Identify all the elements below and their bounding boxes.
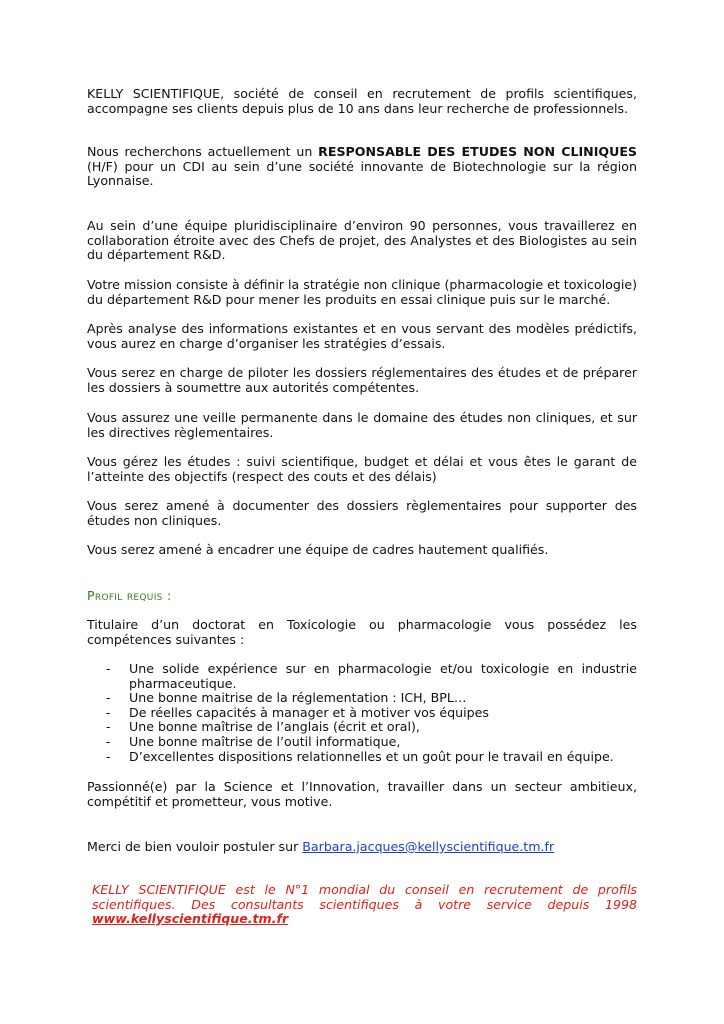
position-title: RESPONSABLE DES ETUDES NON CLINIQUES bbox=[318, 144, 638, 159]
list-item bbox=[87, 735, 637, 750]
list-dash: - bbox=[106, 733, 111, 749]
requirements-list bbox=[87, 662, 637, 764]
apply-text: Merci de bien vouloir postuler sur bbox=[87, 839, 303, 854]
profile-heading: Profil requis : bbox=[87, 588, 172, 603]
list-dash: - bbox=[106, 719, 111, 735]
footer-line-2: scientifiques. Des consultants scientifiques à votre service depuis 1998 bbox=[92, 896, 637, 912]
list-item-text: De réelles capacités à manager et à motiver vos équipes bbox=[129, 704, 489, 720]
list-item-text: Une solide expérience sur en pharmacologie et/ou toxicologie en industrie pharmaceutique. bbox=[129, 661, 637, 691]
management-paragraph: Vous gérez les études : suivi scientifique, budget et délai et vous êtes le garant de l’atteinte des objectifs (respect des couts et des délais) bbox=[87, 454, 637, 484]
list-dash: - bbox=[106, 690, 111, 706]
mission-paragraph: Votre mission consiste à définir la stratégie non clinique (pharmacologie et toxicologie) du département R&D pour mener les produits en essai clinique puis sur le marché. bbox=[87, 277, 637, 307]
list-item-text: D’excellentes dispositions relationnelles et un goût pour le travail en équipe. bbox=[129, 748, 614, 764]
supervision-paragraph: Vous serez amené à encadrer une équipe de cadres hautement qualifiés. bbox=[87, 542, 549, 557]
search-text-before: Nous recherchons actuellement un bbox=[87, 144, 319, 159]
list-item bbox=[87, 706, 637, 721]
intro-paragraph: KELLY SCIENTIFIQUE, société de conseil en recrutement de profils scientifiques, accompagne ses clients depuis plus de 10 ans dans leur recherche de professionnels. bbox=[87, 86, 637, 116]
list-item bbox=[87, 750, 637, 765]
list-item-text: Une bonne maîtrise de l’outil informatique, bbox=[129, 733, 401, 749]
list-dash: - bbox=[106, 704, 111, 720]
website-link[interactable]: www.kellyscientifique.tm.fr bbox=[92, 911, 289, 927]
list-dash: - bbox=[106, 748, 111, 764]
apply-line bbox=[87, 840, 637, 855]
list-item bbox=[87, 662, 637, 691]
documentation-paragraph: Vous serez amené à documenter des dossiers règlementaires pour supporter des études non cliniques. bbox=[87, 498, 637, 528]
regulatory-paragraph: Vous serez en charge de piloter les dossiers réglementaires des études et de préparer les dossiers à soumettre aux autorités compétentes. bbox=[87, 365, 637, 395]
list-item bbox=[87, 720, 637, 735]
footer-block bbox=[92, 883, 637, 927]
search-paragraph bbox=[87, 145, 637, 189]
email-link[interactable]: Barbara.jacques@kellyscientifique.tm.fr bbox=[302, 839, 555, 854]
profile-intro: Titulaire d’un doctorat en Toxicologie ou pharmacologie vous possédez les compétences suivantes : bbox=[87, 617, 637, 647]
team-paragraph: Au sein d’une équipe pluridisciplinaire d’environ 90 personnes, vous travaillerez en collaboration étroite avec des Chefs de projet, des Analystes et des Biologistes au sein du département R&D. bbox=[87, 218, 637, 263]
closing-paragraph: Passionné(e) par la Science et l’Innovation, travailler dans un secteur ambitieux, compétitif et prometteur, vous motive. bbox=[87, 779, 637, 809]
list-dash: - bbox=[106, 661, 111, 676]
search-text-after: (H/F) pour un CDI au sein d’une société innovante de Biotechnologie sur la région Lyonnaise. bbox=[87, 158, 637, 189]
list-item bbox=[87, 691, 637, 706]
list-item-text: Une bonne maitrise de la réglementation : ICH, BPL… bbox=[129, 690, 467, 706]
analysis-paragraph: Après analyse des informations existantes et en vous servant des modèles prédictifs, vous aurez en charge d’organiser les stratégies d’essais. bbox=[87, 321, 637, 351]
watch-paragraph: Vous assurez une veille permanente dans le domaine des études non cliniques, et sur les directives règlementaires. bbox=[87, 410, 637, 440]
footer-line-1: KELLY SCIENTIFIQUE est le N°1 mondial du conseil en recrutement de profils bbox=[92, 882, 637, 897]
list-item-text: Une bonne maîtrise de l’anglais (écrit et oral), bbox=[129, 719, 420, 735]
